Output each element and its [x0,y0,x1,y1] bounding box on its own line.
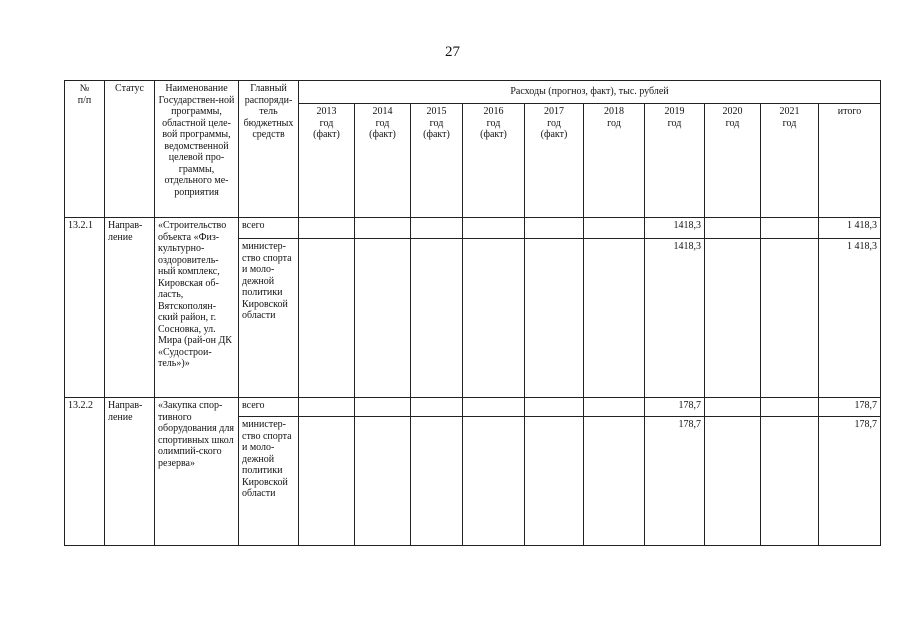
year-2016: 2016 год (факт) [463,104,525,218]
year-2014: 2014 год (факт) [355,104,411,218]
row-status: Направ-ление [105,398,155,546]
header-distributor: Главный распоряди-тель бюджетных средств [239,81,299,218]
cell-2017 [525,239,584,398]
cell-2020 [705,398,761,417]
row-num: 13.2.2 [65,398,105,546]
cell-total: 1 418,3 [819,218,881,239]
cell-2021 [761,218,819,239]
year-2021: 2021 год [761,104,819,218]
row-distributor: всего [239,218,299,239]
cell-2018 [584,417,645,546]
cell-2019: 1418,3 [645,218,705,239]
row-distributor: всего [239,398,299,417]
cell-2018 [584,239,645,398]
row-status: Направ-ление [105,218,155,398]
row-distributor: министер-ство спорта и моло-дежной политики Кировской области [239,239,299,398]
cell-2021 [761,239,819,398]
cell-2020 [705,239,761,398]
cell-total: 178,7 [819,398,881,417]
cell-total: 1 418,3 [819,239,881,398]
cell-2021 [761,417,819,546]
row-distributor: министер-ство спорта и моло-дежной политики Кировской области [239,417,299,546]
cell-2019: 178,7 [645,417,705,546]
cell-2013 [299,239,355,398]
row-name: «Строительство объекта «Физ-культурно-оздоровитель-ный комплекс, Кировская об-ласть, Вятскополян-ский район, г. Сосновка, ул. Мира (рай-он ДК «Судострои-тель»)» [155,218,239,398]
header-row-1 [65,81,881,104]
cell-2018 [584,218,645,239]
row-num: 13.2.1 [65,218,105,398]
header-expenses: Расходы (прогноз, факт), тыс. рублей [299,81,881,104]
cell-2015 [411,417,463,546]
cell-2014 [355,218,411,239]
cell-2018 [584,398,645,417]
cell-2015 [411,239,463,398]
cell-2014 [355,417,411,546]
cell-2020 [705,218,761,239]
cell-2013 [299,417,355,546]
year-2018: 2018 год [584,104,645,218]
row-name: «Закупка спор-тивного оборудования для спортивных школ олимпий-ского резерва» [155,398,239,546]
table-row [65,398,881,417]
cell-2014 [355,398,411,417]
header-status: Статус [105,81,155,218]
cell-2015 [411,398,463,417]
cell-2013 [299,218,355,239]
year-2015: 2015 год (факт) [411,104,463,218]
year-2017: 2017 год (факт) [525,104,584,218]
cell-2015 [411,218,463,239]
cell-2019: 1418,3 [645,239,705,398]
table-row [65,218,881,239]
cell-2013 [299,398,355,417]
cell-2019: 178,7 [645,398,705,417]
cell-2017 [525,218,584,239]
budget-table [64,80,881,546]
cell-2021 [761,398,819,417]
header-num: № п/п [65,81,105,218]
cell-2014 [355,239,411,398]
cell-2020 [705,417,761,546]
year-2020: 2020 год [705,104,761,218]
page-number: 27 [445,44,460,60]
header-name: Наименование Государствен-ной программы, областной целе-вой программы, ведомственной целевой про-граммы, отдельного ме-роприятия [155,81,239,218]
cell-2016 [463,218,525,239]
cell-2017 [525,417,584,546]
year-total: итого [819,104,881,218]
cell-2016 [463,417,525,546]
year-2019: 2019 год [645,104,705,218]
cell-total: 178,7 [819,417,881,546]
cell-2017 [525,398,584,417]
year-2013: 2013 год (факт) [299,104,355,218]
cell-2016 [463,398,525,417]
cell-2016 [463,239,525,398]
